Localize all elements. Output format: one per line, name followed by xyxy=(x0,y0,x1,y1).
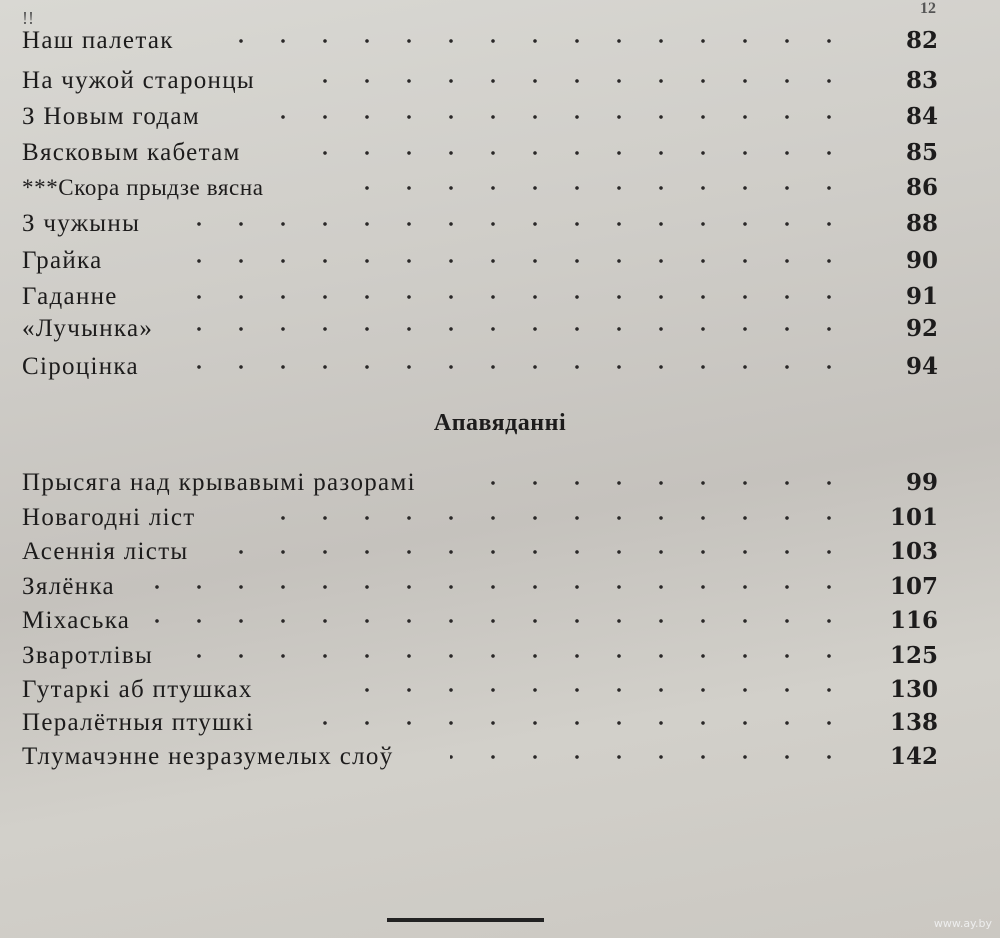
toc-entry xyxy=(0,673,1000,707)
toc-entry xyxy=(0,639,1000,673)
dot-leader xyxy=(480,466,850,500)
toc-entry xyxy=(0,136,1000,170)
dot-leader xyxy=(450,740,850,774)
dot-leader xyxy=(175,350,850,384)
toc-title: Гутаркі аб птушках xyxy=(22,676,253,703)
toc-entry xyxy=(0,312,1000,346)
dot-leader xyxy=(300,706,850,740)
dot-leader xyxy=(180,312,850,346)
toc-entry xyxy=(0,280,1000,314)
dot-leader xyxy=(235,535,850,569)
toc-entry xyxy=(0,100,1000,134)
toc-page: 138 xyxy=(889,709,938,736)
toc-entry xyxy=(0,24,1000,58)
toc-title: Гаданне xyxy=(22,283,118,310)
dot-leader xyxy=(310,136,850,170)
toc-page: 94 xyxy=(905,353,938,380)
toc-page: 142 xyxy=(889,743,938,770)
toc-title: «Лучынка» xyxy=(22,315,154,342)
toc-page: 86 xyxy=(905,174,938,201)
dot-leader xyxy=(150,570,850,604)
dot-leader xyxy=(150,604,850,638)
toc-entry xyxy=(0,501,1000,535)
dot-leader xyxy=(255,501,850,535)
toc-page: 82 xyxy=(905,27,938,54)
toc-title: Вясковым кабетам xyxy=(22,139,241,166)
toc-title: Зваротлівы xyxy=(22,642,154,669)
watermark: www.ay.by xyxy=(933,917,992,930)
dot-leader xyxy=(350,171,850,205)
toc-entry xyxy=(0,244,1000,278)
toc-page: 92 xyxy=(905,315,938,342)
toc-title: Наш палетак xyxy=(22,27,174,54)
toc-page: 116 xyxy=(889,607,938,634)
toc-title: Асеннія лісты xyxy=(22,538,189,565)
toc-entry xyxy=(0,171,1000,205)
dot-leader xyxy=(330,673,850,707)
toc-page: 101 xyxy=(889,504,938,531)
toc-title: На чужой старонцы xyxy=(22,67,256,94)
toc-page: 99 xyxy=(905,469,938,496)
dot-leader xyxy=(160,280,850,314)
top-mark: !! xyxy=(22,8,34,28)
toc-entry xyxy=(0,64,1000,98)
top-page-fragment: 12 xyxy=(920,0,936,17)
toc-title: Грайка xyxy=(22,247,103,274)
dot-leader xyxy=(190,639,850,673)
toc-title: З Новым годам xyxy=(22,103,200,130)
toc-page: 107 xyxy=(889,573,938,600)
toc-page: 85 xyxy=(905,139,938,166)
toc-page: 88 xyxy=(905,210,938,237)
toc-page: 103 xyxy=(889,538,938,565)
toc-title: Сіроцінка xyxy=(22,353,139,380)
toc-entry xyxy=(0,740,1000,774)
dot-leader xyxy=(160,244,850,278)
toc-entry xyxy=(0,604,1000,638)
toc-title: Пералётныя птушкі xyxy=(22,709,255,736)
dot-leader xyxy=(230,24,850,58)
toc-page: 125 xyxy=(889,642,938,669)
dot-leader xyxy=(260,100,850,134)
toc-page: 90 xyxy=(905,247,938,274)
dot-leader xyxy=(180,207,850,241)
toc-entry xyxy=(0,207,1000,241)
closing-rule xyxy=(387,918,544,922)
toc-entry xyxy=(0,350,1000,384)
toc-title: ***Скора прыдзе вясна xyxy=(22,175,264,200)
dot-leader xyxy=(320,64,850,98)
toc-title: Прысяга над крывавымі разорамі xyxy=(22,469,416,496)
toc-page: 83 xyxy=(905,67,938,94)
toc-title: Новагодні ліст xyxy=(22,504,196,531)
toc-entry xyxy=(0,570,1000,604)
toc-page: 84 xyxy=(905,103,938,130)
toc-entry xyxy=(0,535,1000,569)
section-heading: Апавяданні xyxy=(433,410,567,436)
toc-title: Тлумачэнне незразумелых слоў xyxy=(22,743,394,770)
toc-title: Міхаська xyxy=(22,607,131,634)
toc-page: 91 xyxy=(905,283,938,310)
toc-page: 130 xyxy=(889,676,938,703)
toc-title: Зялёнка xyxy=(22,573,115,600)
toc-entry xyxy=(0,706,1000,740)
toc-entry xyxy=(0,466,1000,500)
toc-title: З чужыны xyxy=(22,210,141,237)
